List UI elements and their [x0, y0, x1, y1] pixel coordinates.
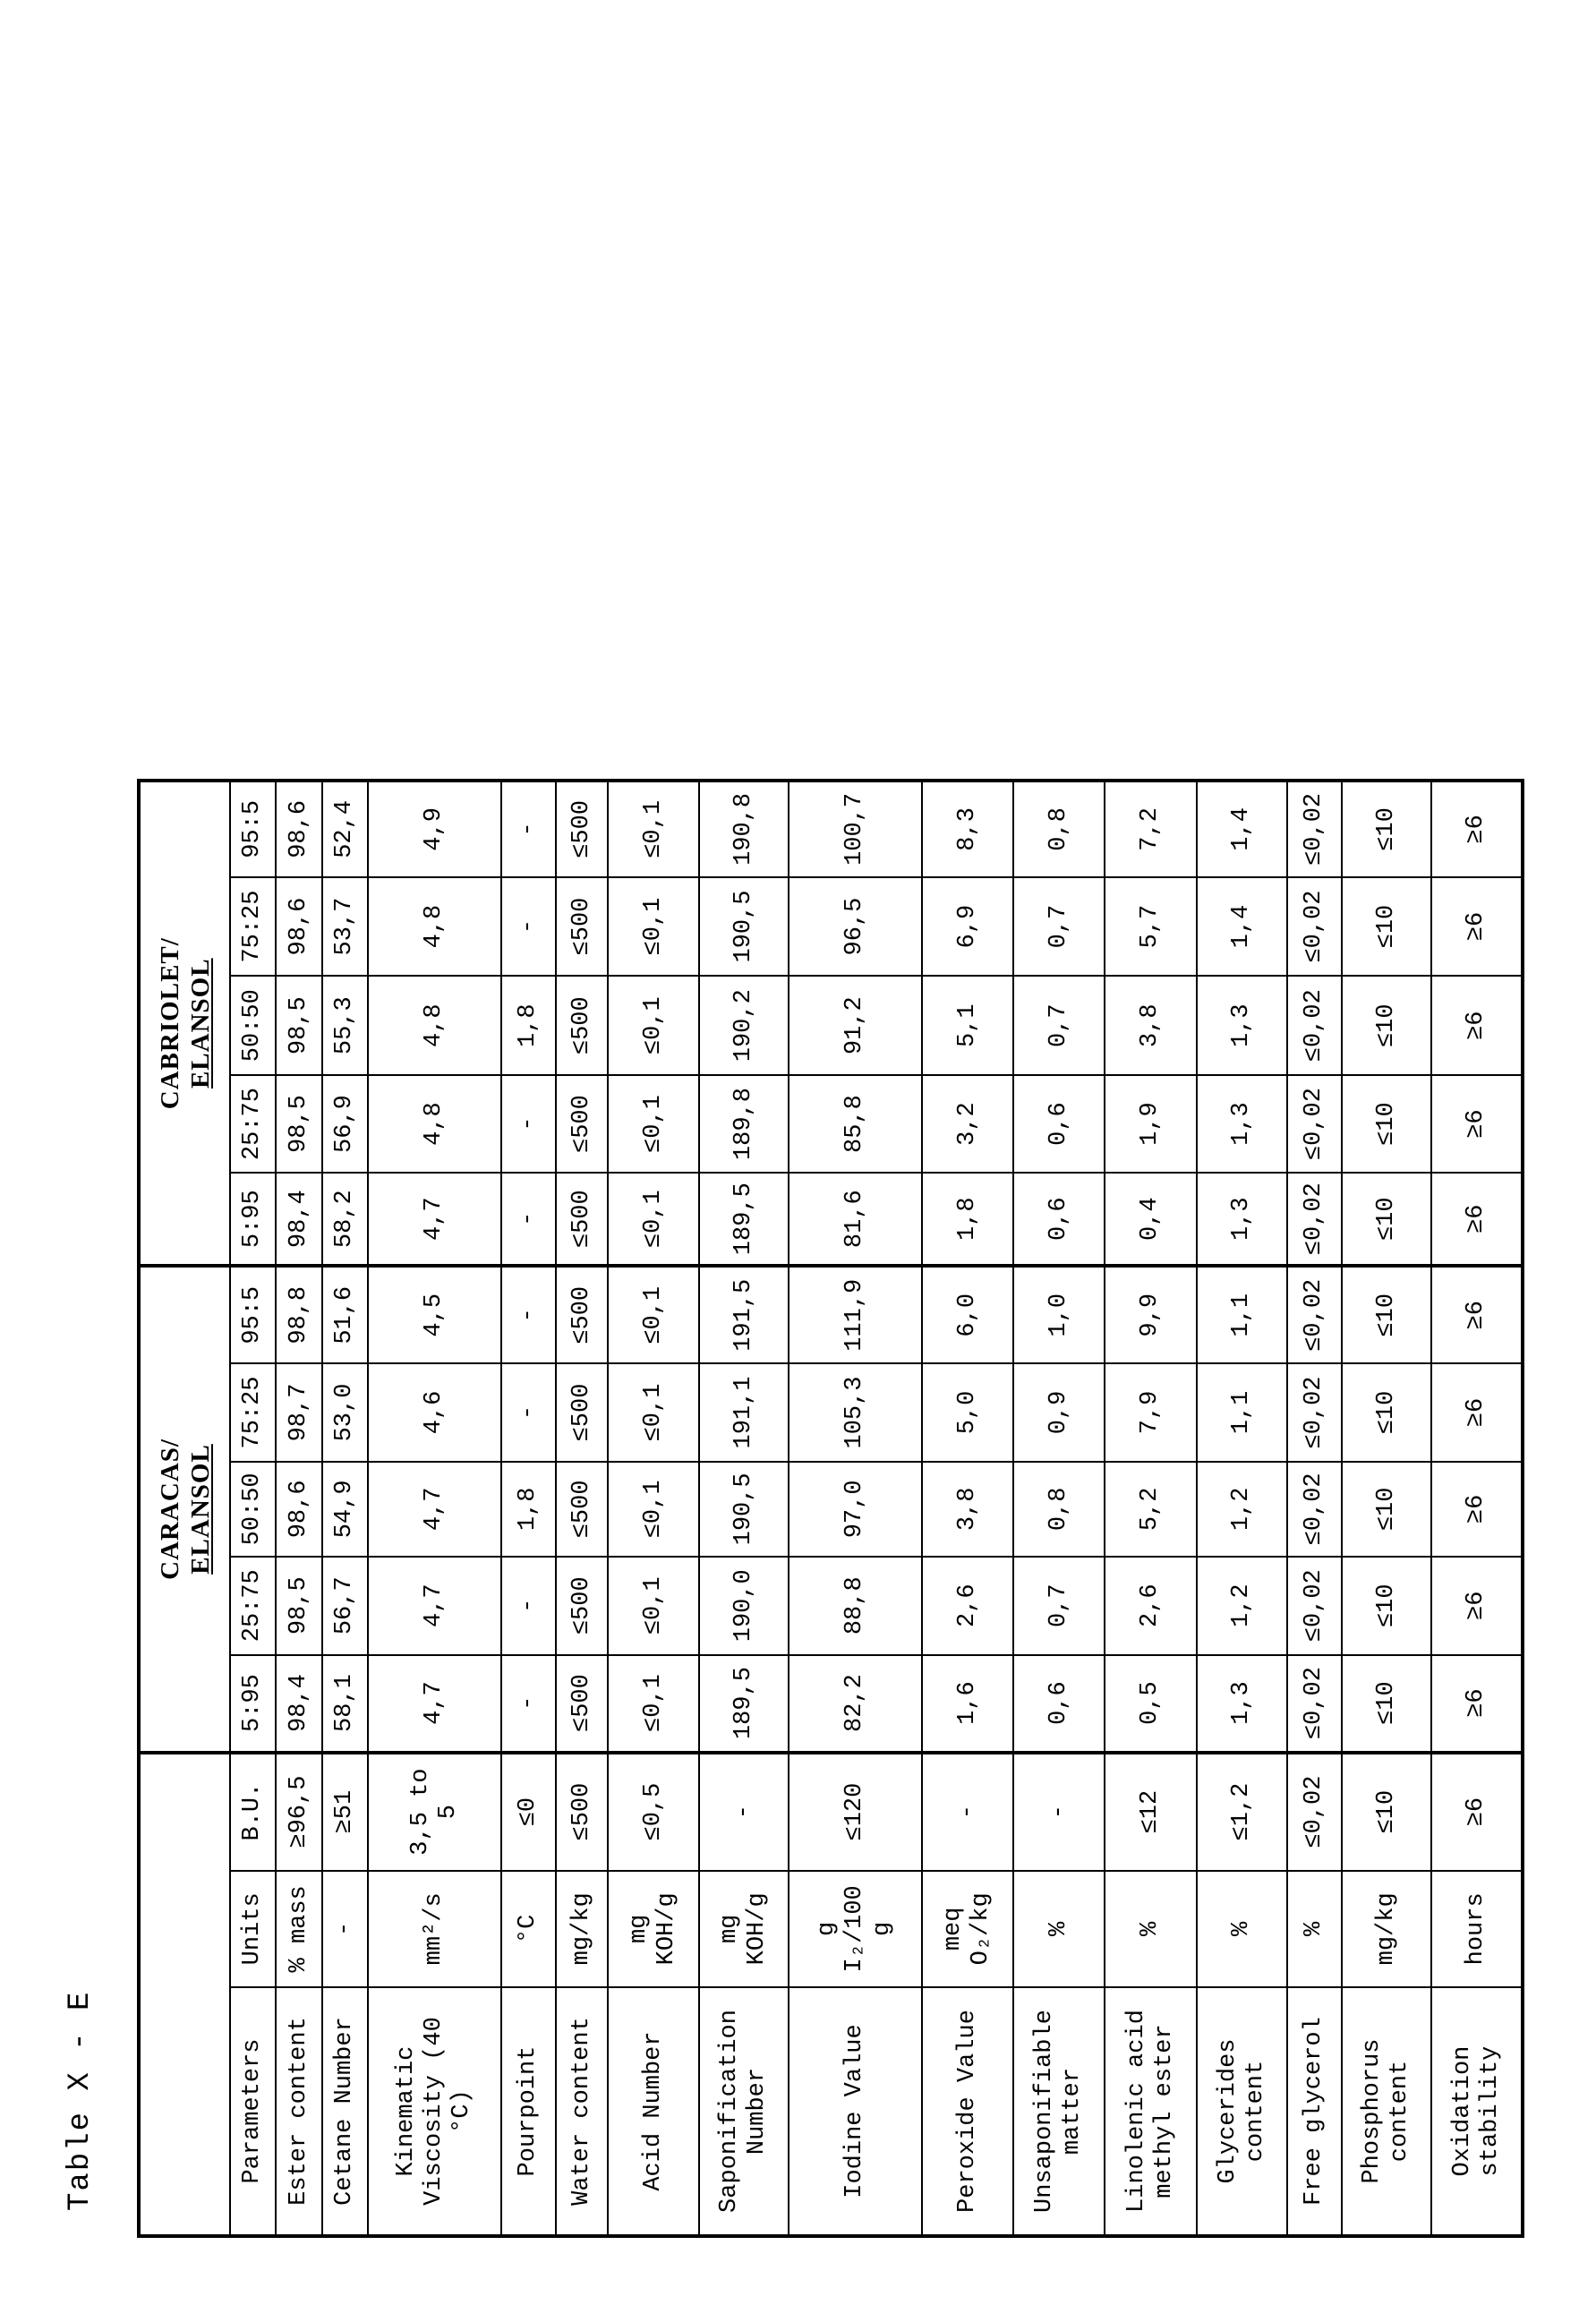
- caracas-value-cell: 53,0: [322, 1363, 368, 1462]
- cabriolet-value-cell: 8,3: [922, 781, 1013, 877]
- caracas-value-cell: 88,8: [789, 1557, 922, 1655]
- unit-cell: mg/kg: [1342, 1871, 1431, 1987]
- cabriolet-value-cell: 0,7: [1013, 976, 1105, 1075]
- caracas-value-cell: ≥6: [1431, 1363, 1523, 1462]
- caracas-value-cell: 1,0: [1013, 1266, 1105, 1363]
- caracas-value-cell: 191,1: [699, 1363, 789, 1462]
- parameter-name: Cetane Number: [322, 1987, 368, 2236]
- caracas-value-cell: 2,6: [1105, 1557, 1197, 1655]
- cabriolet-value-cell: 58,2: [322, 1173, 368, 1266]
- caracas-value-cell: ≥6: [1431, 1266, 1523, 1363]
- caracas-value-cell: ≤0,02: [1287, 1363, 1342, 1462]
- table-row: [322, 781, 368, 2236]
- unit-cell: mg KOH/g: [699, 1871, 789, 1987]
- cabriolet-value-cell: 91,2: [789, 976, 922, 1075]
- caracas-value-cell: 98,5: [276, 1557, 322, 1655]
- parameter-name: Water content: [556, 1987, 608, 2236]
- caracas-value-cell: 190,0: [699, 1557, 789, 1655]
- bu-limit-cell: ≥96,5: [276, 1753, 322, 1871]
- caracas-value-cell: 105,3: [789, 1363, 922, 1462]
- caracas-value-cell: 4,7: [368, 1655, 501, 1753]
- caracas-value-cell: 1,1: [1197, 1363, 1287, 1462]
- caracas-value-cell: ≥6: [1431, 1462, 1523, 1557]
- unit-cell: %: [1105, 1871, 1197, 1987]
- cabriolet-value-cell: 96,5: [789, 877, 922, 977]
- header-bu: B.U.: [230, 1753, 276, 1871]
- cabriolet-value-cell: ≤10: [1342, 781, 1431, 877]
- group-label-line2: ELANSOL: [185, 1444, 215, 1575]
- cabriolet-value-cell: ≤0,02: [1287, 976, 1342, 1075]
- caracas-value-cell: 4,7: [368, 1557, 501, 1655]
- caracas-value-cell: 0,5: [1105, 1655, 1197, 1753]
- caracas-value-cell: 1,3: [1197, 1655, 1287, 1753]
- cabriolet-value-cell: ≤0,02: [1287, 1173, 1342, 1266]
- table-row: [608, 781, 699, 2236]
- parameter-name: Free glycerol: [1287, 1987, 1342, 2236]
- header-ratio: 5:95: [230, 1655, 276, 1753]
- header-parameters: Parameters: [230, 1987, 276, 2236]
- cabriolet-value-cell: 98,6: [276, 781, 322, 877]
- cabriolet-value-cell: 81,6: [789, 1173, 922, 1266]
- cabriolet-value-cell: 98,5: [276, 976, 322, 1075]
- cabriolet-value-cell: 1,4: [1197, 781, 1287, 877]
- cabriolet-value-cell: 98,6: [276, 877, 322, 977]
- cabriolet-value-cell: ≤0,1: [608, 976, 699, 1075]
- cabriolet-value-cell: 4,8: [368, 976, 501, 1075]
- cabriolet-value-cell: 52,4: [322, 781, 368, 877]
- caracas-value-cell: ≤0,02: [1287, 1557, 1342, 1655]
- cabriolet-value-cell: ≤0,02: [1287, 877, 1342, 977]
- caracas-value-cell: 111,9: [789, 1266, 922, 1363]
- caracas-value-cell: ≥6: [1431, 1557, 1523, 1655]
- cabriolet-value-cell: ≥6: [1431, 1173, 1523, 1266]
- header-ratio: 95:5: [230, 1266, 276, 1363]
- bu-limit-cell: -: [922, 1753, 1013, 1871]
- parameter-name: Linolenic acid methyl ester: [1105, 1987, 1197, 2236]
- bu-limit-cell: ≤0: [501, 1753, 556, 1871]
- table-row: [922, 781, 1013, 2236]
- table-row: [699, 781, 789, 2236]
- bu-limit-cell: ≥6: [1431, 1753, 1523, 1871]
- table-row: [556, 781, 608, 2236]
- caracas-value-cell: 6,0: [922, 1266, 1013, 1363]
- bu-limit-cell: -: [1013, 1753, 1105, 1871]
- caracas-value-cell: 82,2: [789, 1655, 922, 1753]
- caracas-value-cell: 1,1: [1197, 1266, 1287, 1363]
- caracas-value-cell: 98,4: [276, 1655, 322, 1753]
- cabriolet-value-cell: ≤10: [1342, 1075, 1431, 1173]
- cabriolet-value-cell: 98,4: [276, 1173, 322, 1266]
- table-title: Table X - E: [64, 1990, 98, 2211]
- table-row: [501, 781, 556, 2236]
- header-ratio: 50:50: [230, 976, 276, 1075]
- header-ratio: 25:75: [230, 1557, 276, 1655]
- caracas-value-cell: 0,6: [1013, 1655, 1105, 1753]
- caracas-value-cell: ≤500: [556, 1462, 608, 1557]
- cabriolet-value-cell: 0,6: [1013, 1075, 1105, 1173]
- bu-limit-cell: ≤0,5: [608, 1753, 699, 1871]
- cabriolet-value-cell: ≤10: [1342, 877, 1431, 977]
- table-row: [1431, 781, 1523, 2236]
- caracas-value-cell: ≤0,1: [608, 1462, 699, 1557]
- caracas-value-cell: 4,6: [368, 1363, 501, 1462]
- parameter-name: Peroxide Value: [922, 1987, 1013, 2236]
- caracas-value-cell: 98,6: [276, 1462, 322, 1557]
- parameter-name: Pourpoint: [501, 1987, 556, 2236]
- table-row: [1013, 781, 1105, 2236]
- bu-limit-cell: -: [699, 1753, 789, 1871]
- parameter-name: Unsaponifiable matter: [1013, 1987, 1105, 2236]
- caracas-value-cell: 98,7: [276, 1363, 322, 1462]
- caracas-value-cell: ≤500: [556, 1655, 608, 1753]
- bu-limit-cell: 3,5 to 5: [368, 1753, 501, 1871]
- unit-cell: mg/kg: [556, 1871, 608, 1987]
- cabriolet-value-cell: -: [501, 781, 556, 877]
- bu-limit-cell: ≤12: [1105, 1753, 1197, 1871]
- parameter-name: Phosphorus content: [1342, 1987, 1431, 2236]
- bu-limit-cell: ≤10: [1342, 1753, 1431, 1871]
- cabriolet-value-cell: 6,9: [922, 877, 1013, 977]
- cabriolet-value-cell: 190,8: [699, 781, 789, 877]
- unit-cell: %: [1197, 1871, 1287, 1987]
- unit-cell: %: [1013, 1871, 1105, 1987]
- cabriolet-value-cell: -: [501, 877, 556, 977]
- group-label-line1: CARACAS/: [155, 1438, 184, 1580]
- bu-limit-cell: ≤1,2: [1197, 1753, 1287, 1871]
- parameter-name: Glycerides content: [1197, 1987, 1287, 2236]
- cabriolet-value-cell: ≥6: [1431, 781, 1523, 877]
- caracas-value-cell: ≤0,1: [608, 1266, 699, 1363]
- caracas-value-cell: 0,9: [1013, 1363, 1105, 1462]
- caracas-value-cell: 4,7: [368, 1462, 501, 1557]
- cabriolet-value-cell: 189,8: [699, 1075, 789, 1173]
- table-row: [1342, 781, 1431, 2236]
- parameter-name: Ester content: [276, 1987, 322, 2236]
- caracas-value-cell: ≥6: [1431, 1655, 1523, 1753]
- cabriolet-value-cell: ≤0,1: [608, 877, 699, 977]
- header-ratio: 25:75: [230, 1075, 276, 1173]
- cabriolet-value-cell: -: [501, 1075, 556, 1173]
- table-row: [1105, 781, 1197, 2236]
- cabriolet-value-cell: 4,8: [368, 1075, 501, 1173]
- caracas-value-cell: 4,5: [368, 1266, 501, 1363]
- cabriolet-value-cell: 1,8: [922, 1173, 1013, 1266]
- cabriolet-value-cell: 53,7: [322, 877, 368, 977]
- cabriolet-value-cell: ≤500: [556, 1173, 608, 1266]
- header-ratio: 95:5: [230, 781, 276, 877]
- cabriolet-value-cell: 5,7: [1105, 877, 1197, 977]
- cabriolet-value-cell: 0,8: [1013, 781, 1105, 877]
- cabriolet-value-cell: 1,4: [1197, 877, 1287, 977]
- table-container: [137, 779, 1524, 2238]
- parameter-name: Oxidation stability: [1431, 1987, 1523, 2236]
- cabriolet-value-cell: ≤0,1: [608, 1173, 699, 1266]
- caracas-value-cell: ≤0,1: [608, 1363, 699, 1462]
- header-ratio: 50:50: [230, 1462, 276, 1557]
- caracas-value-cell: 1,2: [1197, 1557, 1287, 1655]
- caracas-value-cell: ≤0,1: [608, 1557, 699, 1655]
- parameter-name: Iodine Value: [789, 1987, 922, 2236]
- cabriolet-value-cell: 1,3: [1197, 1173, 1287, 1266]
- caracas-value-cell: ≤500: [556, 1363, 608, 1462]
- bu-limit-cell: ≤120: [789, 1753, 922, 1871]
- bu-limit-cell: ≤500: [556, 1753, 608, 1871]
- cabriolet-value-cell: 98,5: [276, 1075, 322, 1173]
- cabriolet-value-cell: 0,6: [1013, 1173, 1105, 1266]
- cabriolet-value-cell: 55,3: [322, 976, 368, 1075]
- cabriolet-value-cell: ≤0,02: [1287, 781, 1342, 877]
- header-ratio: 75:25: [230, 1363, 276, 1462]
- cabriolet-value-cell: 190,2: [699, 976, 789, 1075]
- caracas-value-cell: 9,9: [1105, 1266, 1197, 1363]
- cabriolet-value-cell: ≤500: [556, 1075, 608, 1173]
- cabriolet-value-cell: 4,8: [368, 877, 501, 977]
- bu-limit-cell: ≥51: [322, 1753, 368, 1871]
- caracas-value-cell: 98,8: [276, 1266, 322, 1363]
- header-ratio: 5:95: [230, 1173, 276, 1266]
- table-row: [276, 781, 322, 2236]
- cabriolet-value-cell: 5,1: [922, 976, 1013, 1075]
- table-row: [368, 781, 501, 2236]
- caracas-value-cell: 189,5: [699, 1655, 789, 1753]
- cabriolet-value-cell: 1,9: [1105, 1075, 1197, 1173]
- cabriolet-value-cell: 1,8: [501, 976, 556, 1075]
- cabriolet-value-cell: ≤500: [556, 781, 608, 877]
- cabriolet-value-cell: 100,7: [789, 781, 922, 877]
- group-label-line2: ELANSOL: [185, 958, 215, 1089]
- cabriolet-value-cell: 1,3: [1197, 1075, 1287, 1173]
- empty-corner-cell: [139, 1753, 230, 2236]
- group-header-row: [139, 781, 230, 2236]
- cabriolet-value-cell: ≤10: [1342, 1173, 1431, 1266]
- caracas-value-cell: ≤10: [1342, 1655, 1431, 1753]
- cabriolet-value-cell: 0,4: [1105, 1173, 1197, 1266]
- cabriolet-value-cell: ≤10: [1342, 976, 1431, 1075]
- caracas-value-cell: ≤10: [1342, 1363, 1431, 1462]
- unit-cell: g I₂/100 g: [789, 1871, 922, 1987]
- unit-cell: -: [322, 1871, 368, 1987]
- caracas-value-cell: 5,2: [1105, 1462, 1197, 1557]
- unit-cell: mg KOH/g: [608, 1871, 699, 1987]
- caracas-value-cell: ≤10: [1342, 1557, 1431, 1655]
- column-header-row: [230, 781, 276, 2236]
- cabriolet-value-cell: 3,8: [1105, 976, 1197, 1075]
- cabriolet-value-cell: ≤0,1: [608, 781, 699, 877]
- cabriolet-value-cell: ≥6: [1431, 976, 1523, 1075]
- caracas-value-cell: 2,6: [922, 1557, 1013, 1655]
- cabriolet-value-cell: ≥6: [1431, 1075, 1523, 1173]
- caracas-value-cell: 7,9: [1105, 1363, 1197, 1462]
- caracas-value-cell: -: [501, 1557, 556, 1655]
- caracas-value-cell: ≤0,02: [1287, 1266, 1342, 1363]
- cabriolet-value-cell: ≤0,02: [1287, 1075, 1342, 1173]
- cabriolet-value-cell: 190,5: [699, 877, 789, 977]
- caracas-value-cell: -: [501, 1266, 556, 1363]
- cabriolet-value-cell: ≤500: [556, 877, 608, 977]
- caracas-value-cell: -: [501, 1655, 556, 1753]
- caracas-value-cell: 0,7: [1013, 1557, 1105, 1655]
- cabriolet-value-cell: 56,9: [322, 1075, 368, 1173]
- caracas-value-cell: 0,8: [1013, 1462, 1105, 1557]
- parameter-name: Saponification Number: [699, 1987, 789, 2236]
- header-units: Units: [230, 1871, 276, 1987]
- table-row: [1287, 781, 1342, 2236]
- caracas-value-cell: -: [501, 1363, 556, 1462]
- caracas-value-cell: 97,0: [789, 1462, 922, 1557]
- cabriolet-value-cell: 4,7: [368, 1173, 501, 1266]
- parameter-name: Kinematic Viscosity (40 °C): [368, 1987, 501, 2236]
- cabriolet-value-cell: 1,3: [1197, 976, 1287, 1075]
- caracas-value-cell: 5,0: [922, 1363, 1013, 1462]
- cabriolet-value-cell: 7,2: [1105, 781, 1197, 877]
- cabriolet-value-cell: -: [501, 1173, 556, 1266]
- bu-limit-cell: ≤0,02: [1287, 1753, 1342, 1871]
- caracas-value-cell: ≤10: [1342, 1462, 1431, 1557]
- unit-cell: hours: [1431, 1871, 1523, 1987]
- table-row: [1197, 781, 1287, 2236]
- cabriolet-value-cell: ≥6: [1431, 877, 1523, 977]
- caracas-value-cell: 1,6: [922, 1655, 1013, 1753]
- cabriolet-value-cell: 4,9: [368, 781, 501, 877]
- cabriolet-value-cell: 0,7: [1013, 877, 1105, 977]
- caracas-value-cell: ≤0,1: [608, 1655, 699, 1753]
- caracas-value-cell: 54,9: [322, 1462, 368, 1557]
- cabriolet-value-cell: 3,2: [922, 1075, 1013, 1173]
- parameter-name: Acid Number: [608, 1987, 699, 2236]
- cabriolet-value-cell: ≤500: [556, 976, 608, 1075]
- group-caracas-elansol: [139, 1266, 230, 1752]
- group-label-line1: CABRIOLET/: [155, 937, 184, 1110]
- caracas-value-cell: 190,5: [699, 1462, 789, 1557]
- unit-cell: % mass: [276, 1871, 322, 1987]
- caracas-value-cell: 191,5: [699, 1266, 789, 1363]
- caracas-value-cell: ≤500: [556, 1266, 608, 1363]
- caracas-value-cell: 1,8: [501, 1462, 556, 1557]
- caracas-value-cell: ≤500: [556, 1557, 608, 1655]
- cabriolet-value-cell: 85,8: [789, 1075, 922, 1173]
- caracas-value-cell: 3,8: [922, 1462, 1013, 1557]
- cabriolet-value-cell: ≤0,1: [608, 1075, 699, 1173]
- caracas-value-cell: 51,6: [322, 1266, 368, 1363]
- header-ratio: 75:25: [230, 877, 276, 977]
- caracas-value-cell: ≤0,02: [1287, 1655, 1342, 1753]
- caracas-value-cell: ≤10: [1342, 1266, 1431, 1363]
- caracas-value-cell: 56,7: [322, 1557, 368, 1655]
- biodiesel-spec-table: [137, 779, 1524, 2238]
- unit-cell: °C: [501, 1871, 556, 1987]
- caracas-value-cell: ≤0,02: [1287, 1462, 1342, 1557]
- caracas-value-cell: 58,1: [322, 1655, 368, 1753]
- unit-cell: %: [1287, 1871, 1342, 1987]
- unit-cell: mm²/s: [368, 1871, 501, 1987]
- caracas-value-cell: 1,2: [1197, 1462, 1287, 1557]
- unit-cell: meq O₂/kg: [922, 1871, 1013, 1987]
- cabriolet-value-cell: 189,5: [699, 1173, 789, 1266]
- table-row: [789, 781, 922, 2236]
- group-cabriolet-elansol: [139, 781, 230, 1266]
